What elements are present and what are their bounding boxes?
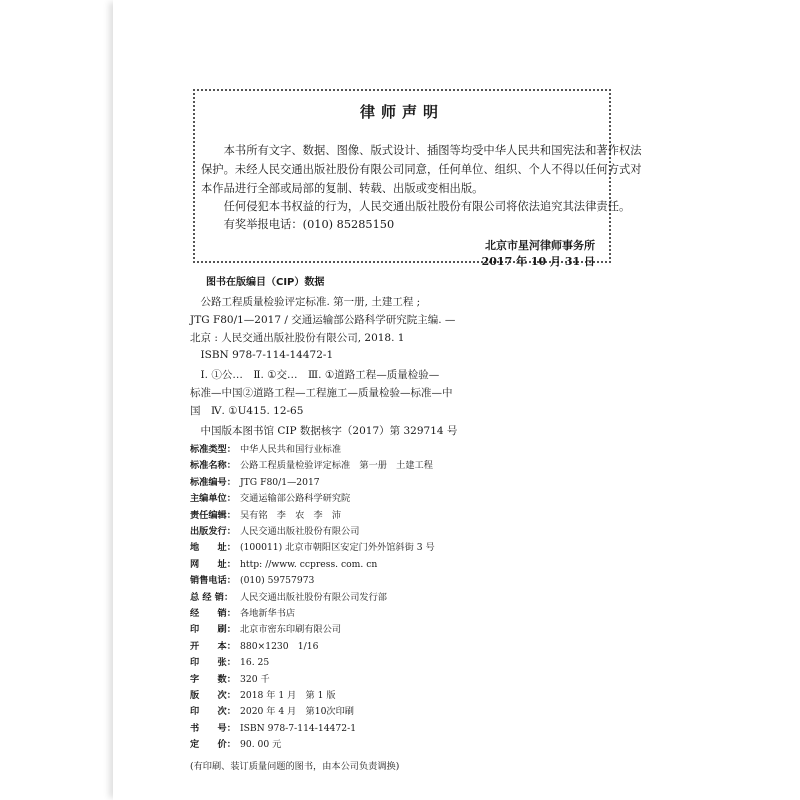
detail-label: 标准编号： [190, 476, 236, 488]
detail-label: 标准名称： [190, 460, 236, 472]
notice-line: 本书所有文字、数据、图像、版式设计、插图等均受中华人民共和国宪法和著作权法 [201, 144, 642, 157]
detail-row [190, 654, 269, 668]
detail-value: 人民交通出版社股份有限公司发行部 [240, 591, 387, 603]
detail-value: (010) 59757973 [240, 575, 315, 587]
detail-row [190, 556, 377, 570]
detail-value: (100011) 北京市朝阳区安定门外外馆斜街 3 号 [240, 542, 435, 554]
detail-value: 2018 年 1 月 第 1 版 [240, 690, 336, 701]
cip-class-line: Ⅰ. ①公… Ⅱ. ①交… Ⅲ. ①道路工程—质量检验— [190, 369, 440, 381]
detail-value: 中华人民共和国行业标准 [240, 444, 342, 455]
detail-label: 经 销： [190, 608, 236, 619]
detail-row [190, 589, 387, 603]
detail-value: 16. 25 [240, 657, 270, 669]
detail-row [190, 736, 281, 750]
detail-label: 定 价： [190, 739, 236, 751]
detail-row [190, 720, 356, 734]
detail-row [190, 539, 435, 553]
detail-row [190, 703, 354, 717]
footnote: (有印刷、装订质量问题的图书，由本公司负责调换) [190, 761, 400, 772]
detail-value: 交通运输部公路科学研究院 [240, 493, 351, 505]
notice-title: 律师声明 [359, 103, 444, 121]
cip-class-line: 国 Ⅳ. ①U415. 12-65 [190, 405, 304, 417]
detail-value: 各地新华书店 [240, 608, 296, 619]
detail-value: 320 千 [240, 673, 270, 685]
detail-value: 吴有铭 李 农 李 沛 [240, 509, 342, 521]
detail-label: 主编单位： [190, 493, 236, 505]
detail-row [190, 638, 318, 652]
detail-row [190, 474, 320, 488]
detail-label: 标准类型： [190, 444, 236, 455]
detail-row [190, 572, 314, 586]
detail-label: 开 本： [190, 640, 236, 652]
detail-label: 地 址： [190, 542, 236, 554]
notice-line: 有奖举报电话：(010) 85285150 [201, 218, 395, 231]
detail-row [190, 621, 341, 635]
cip-class-line: 标准—中国②道路工程—工程施工—质量检验—标准—中 [190, 387, 453, 399]
detail-label: 书 号： [190, 722, 236, 734]
cip-record-number: 中国版本图书馆 CIP 数据核字（2017）第 329714 号 [190, 425, 458, 437]
notice-line: 任何侵犯本书权益的行为，人民交通出版社股份有限公司将依法追究其法律责任。 [201, 200, 631, 213]
detail-label: 网 址： [190, 558, 236, 570]
detail-value: 880×1230 1/16 [240, 640, 319, 652]
detail-label: 印 张： [190, 657, 236, 669]
detail-label: 版 次： [190, 690, 236, 701]
detail-row [190, 671, 270, 685]
detail-label: 印 刷： [190, 624, 236, 636]
detail-value: 人民交通出版社股份有限公司 [240, 526, 360, 537]
notice-line: 保护。未经人民交通出版社股份有限公司同意，任何单位、组织、个人不得以任何方式对 [201, 163, 642, 176]
notice-line: 本作品进行全部或局部的复制、转载、出版或变相出版。 [201, 182, 484, 195]
detail-row [190, 490, 350, 504]
cip-line: 北京 : 人民交通出版社股份有限公司, 2018. 1 [190, 332, 405, 344]
detail-value: 公路工程质量检验评定标准 第一册 土建工程 [240, 460, 433, 472]
cip-isbn: ISBN 978-7-114-14472-1 [190, 349, 334, 361]
detail-row [190, 687, 336, 701]
cip-line: JTG F80/1—2017 / 交通运输部公路科学研究院主编. — [190, 314, 456, 326]
detail-value: http: //www. ccpress. com. cn [240, 558, 378, 570]
detail-row [190, 457, 433, 471]
detail-label: 字 数： [190, 673, 236, 685]
cip-line: 公路工程质量检验评定标准. 第一册, 土建工程 ; [190, 296, 421, 308]
detail-value: 90. 00 元 [240, 739, 282, 751]
lawyer-notice-box [193, 89, 642, 268]
detail-label: 印 次： [190, 706, 236, 718]
detail-value: 北京市密东印刷有限公司 [240, 624, 342, 636]
law-firm-name: 北京市星河律师事务所 [485, 239, 595, 252]
detail-label: 责任编辑： [190, 509, 236, 521]
detail-row [190, 441, 341, 455]
detail-label: 销售电话： [190, 575, 236, 587]
detail-row [190, 507, 341, 521]
cip-heading: 图书在版编目（CIP）数据 [206, 277, 325, 288]
detail-value: ISBN 978-7-114-14472-1 [240, 722, 357, 734]
detail-value: JTG F80/1—2017 [240, 476, 320, 488]
detail-row [190, 605, 295, 619]
detail-label: 出版发行： [190, 526, 236, 537]
detail-value: 2020 年 4 月 第10次印刷 [240, 706, 354, 718]
notice-date: 2017 年 10 月 31 日 [481, 255, 595, 268]
detail-row [190, 523, 359, 537]
detail-label: 总 经 销： [190, 591, 234, 603]
